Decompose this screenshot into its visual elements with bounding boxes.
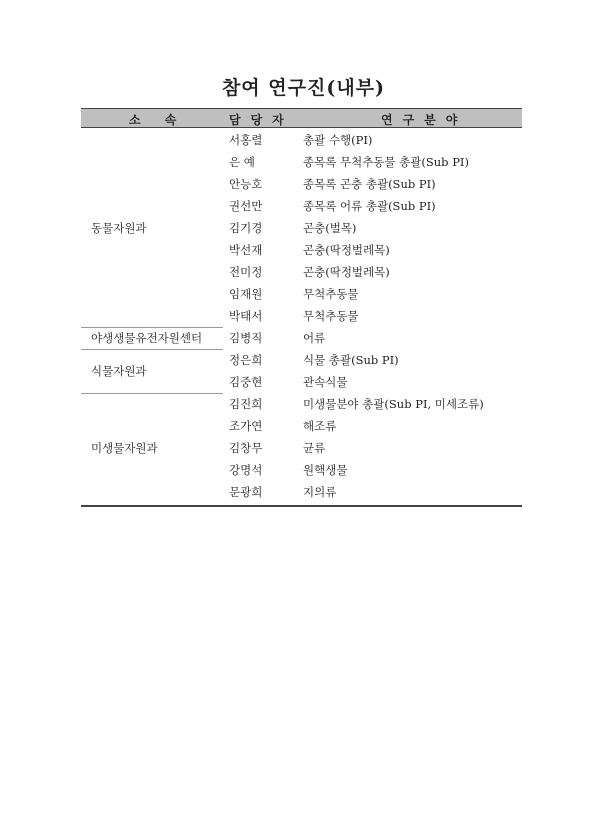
- person-name: 권선만: [229, 199, 263, 213]
- person-name: 김창무: [229, 441, 263, 455]
- table-row: [81, 459, 522, 481]
- research-field: 종목록 무척추동물 총괄(Sub PI): [303, 155, 469, 169]
- person-name: 서홍렬: [229, 133, 263, 147]
- table-row: [81, 371, 522, 393]
- research-field: 종목록 어류 총괄(Sub PI): [303, 199, 436, 213]
- research-field: 식물 총괄(Sub PI): [303, 353, 399, 367]
- person-name: 박선재: [229, 243, 263, 257]
- table-row: [81, 173, 522, 195]
- research-field: 무척추동물: [303, 309, 359, 323]
- research-field: 총괄 수행(PI): [303, 133, 373, 147]
- research-field: 원핵생물: [303, 463, 348, 477]
- research-field: 무척추동물: [303, 287, 359, 301]
- research-field: 미생물분야 총괄(Sub PI, 미세조류): [303, 397, 484, 411]
- table-row: [81, 195, 522, 217]
- table-row: [81, 217, 522, 239]
- table-row: [81, 129, 522, 151]
- header-field: 연구분야: [381, 113, 468, 127]
- header-person: 담당자: [229, 113, 294, 127]
- department-label: 미생물자원과: [91, 441, 158, 455]
- person-name: 안능호: [229, 177, 263, 191]
- person-name: 김진희: [229, 397, 263, 411]
- research-field: 관속식물: [303, 375, 348, 389]
- research-field: 해조류: [303, 419, 337, 433]
- person-name: 전미정: [229, 265, 263, 279]
- person-name: 김기경: [229, 221, 263, 235]
- department-label: 야생생물유전자원센터: [91, 331, 203, 345]
- table-row: [81, 239, 522, 261]
- research-field: 곤충(벌목): [303, 221, 357, 235]
- research-field: 곤충(딱정벌레목): [303, 265, 390, 279]
- department-label: 식물자원과: [91, 364, 147, 378]
- research-field: 곤충(딱정벌레목): [303, 243, 390, 257]
- department-label: 동물자원과: [91, 221, 147, 235]
- person-name: 김중현: [229, 375, 263, 389]
- person-name: 조가연: [229, 419, 263, 433]
- research-field: 지의류: [303, 485, 337, 499]
- table-bottom-rule: [81, 505, 522, 507]
- table-header: [81, 109, 522, 128]
- table-row: [81, 415, 522, 437]
- person-name: 김병직: [229, 331, 263, 345]
- person-name: 은 예: [229, 155, 255, 169]
- person-name: 정은희: [229, 353, 263, 367]
- table-row: [81, 349, 522, 371]
- table-row: [81, 261, 522, 283]
- table-row: [81, 305, 522, 327]
- research-field: 어류: [303, 331, 326, 345]
- table-row: [81, 151, 522, 173]
- research-field: 균류: [303, 441, 326, 455]
- person-name: 박태서: [229, 309, 263, 323]
- header-dept: 소 속: [129, 113, 187, 127]
- person-name: 문광희: [229, 485, 263, 499]
- page-title: 참여 연구진(내부): [221, 77, 386, 99]
- table-row: [81, 481, 522, 503]
- table-row: [81, 393, 522, 415]
- person-name: 임재원: [229, 287, 263, 301]
- person-name: 강명석: [229, 463, 263, 477]
- research-field: 종목록 곤충 총괄(Sub PI): [303, 177, 436, 191]
- table-row: [81, 283, 522, 305]
